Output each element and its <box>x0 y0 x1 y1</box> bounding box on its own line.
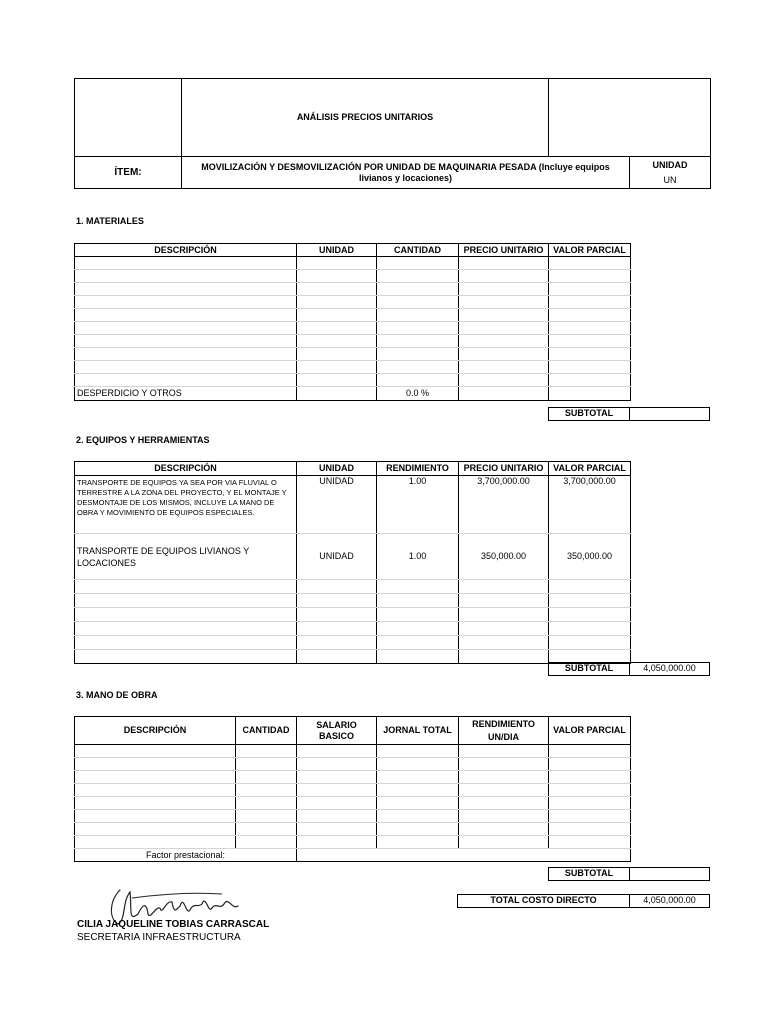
materiales-table <box>74 243 631 401</box>
equipo-descripcion: TRANSPORTE DE EQUIPOS YA SEA POR VIA FLUVIAL O TERRESTRE A LA ZONA DEL PROYECTO, Y EL MONTAJE Y DESMONTAJE DE LOS MISMOS, INCLUYE LA MANO DE OBRA Y MOVIMIENTO DE EQUIPOS ESPECIALES. <box>75 476 297 534</box>
table-row <box>75 636 631 650</box>
section-equipos-title: 2. EQUIPOS Y HERRAMIENTAS <box>76 435 210 445</box>
page-title: ANÁLISIS PRECIOS UNITARIOS <box>182 79 549 157</box>
table-row <box>75 309 631 322</box>
table-row <box>75 335 631 348</box>
signer-name: CILIA JAQUELINE TOBIAS CARRASCAL <box>77 919 270 930</box>
header-table <box>74 78 711 189</box>
col-descripcion: DESCRIPCIÓN <box>75 717 236 745</box>
col-rendimiento: RENDIMIENTO UN/DIA <box>459 717 549 745</box>
equipo-rendimiento: 1.00 <box>377 534 459 580</box>
table-row <box>75 580 631 594</box>
equipo-valor-parcial: 350,000.00 <box>549 534 631 580</box>
table-row <box>75 348 631 361</box>
table-row <box>75 810 631 823</box>
equipos-subtotal-value: 4,050,000.00 <box>629 662 710 676</box>
equipo-valor-parcial: 3,700,000.00 <box>549 476 631 534</box>
table-row <box>75 823 631 836</box>
table-row <box>75 476 631 534</box>
col-unidad: UNIDAD <box>297 462 377 476</box>
col-valor-parcial: VALOR PARCIAL <box>549 462 631 476</box>
equipo-precio-unitario: 350,000.00 <box>459 534 549 580</box>
waste-row <box>75 387 631 401</box>
item-label: ÍTEM: <box>75 157 182 189</box>
factor-label: Factor prestacional: <box>75 849 297 862</box>
table-row <box>75 534 631 580</box>
table-row <box>75 322 631 335</box>
col-unidad: UNIDAD <box>297 244 377 257</box>
table-row <box>75 771 631 784</box>
factor-row <box>75 849 631 862</box>
table-row <box>75 361 631 374</box>
materiales-subtotal-value <box>629 407 710 421</box>
signer-role: SECRETARIA INFRAESTRUCTURA <box>77 932 241 943</box>
waste-label: DESPERDICIO Y OTROS <box>75 387 297 401</box>
table-row <box>75 745 631 758</box>
col-cantidad: CANTIDAD <box>377 244 459 257</box>
equipo-descripcion: TRANSPORTE DE EQUIPOS LIVIANOS Y LOCACIONES <box>75 534 297 580</box>
mano-obra-subtotal-label: SUBTOTAL <box>548 867 630 881</box>
table-row <box>75 374 631 387</box>
table-row <box>75 296 631 309</box>
col-valor-parcial: VALOR PARCIAL <box>549 717 631 745</box>
table-row <box>75 836 631 849</box>
materiales-subtotal-label: SUBTOTAL <box>548 407 630 421</box>
col-salario-basico: SALARIO BASICO <box>297 717 377 745</box>
equipo-unidad: UNIDAD <box>297 534 377 580</box>
item-description: MOVILIZACIÓN Y DESMOVILIZACIÓN POR UNIDAD DE MAQUINARIA PESADA (Incluye equipos livianos y locaciones) <box>182 157 630 189</box>
equipo-precio-unitario: 3,700,000.00 <box>459 476 549 534</box>
total-value: 4,050,000.00 <box>629 894 710 908</box>
table-row <box>75 797 631 810</box>
total-label: TOTAL COSTO DIRECTO <box>457 894 630 908</box>
header-blank-cell <box>549 79 711 157</box>
col-cantidad: CANTIDAD <box>236 717 297 745</box>
table-row <box>75 784 631 797</box>
waste-percent: 0.0 % <box>377 387 459 401</box>
equipo-unidad: UNIDAD <box>297 476 377 534</box>
table-row <box>75 257 631 270</box>
col-jornal-total: JORNAL TOTAL <box>377 717 459 745</box>
col-descripcion: DESCRIPCIÓN <box>75 244 297 257</box>
mano-obra-subtotal-value <box>629 867 710 881</box>
unit-cell <box>630 157 711 189</box>
equipos-subtotal-label: SUBTOTAL <box>548 662 630 676</box>
logo-cell <box>75 79 182 157</box>
col-rendimiento: RENDIMIENTO <box>377 462 459 476</box>
equipos-table <box>74 461 631 664</box>
table-row <box>75 608 631 622</box>
table-row <box>75 758 631 771</box>
col-precio-unitario: PRECIO UNITARIO <box>459 244 549 257</box>
col-precio-unitario: PRECIO UNITARIO <box>459 462 549 476</box>
table-row <box>75 622 631 636</box>
table-row <box>75 594 631 608</box>
section-materiales-title: 1. MATERIALES <box>76 216 144 226</box>
unit-value: UN <box>663 174 677 185</box>
unit-label: UNIDAD <box>652 159 688 170</box>
table-row <box>75 283 631 296</box>
table-row <box>75 270 631 283</box>
equipo-rendimiento: 1.00 <box>377 476 459 534</box>
col-descripcion: DESCRIPCIÓN <box>75 462 297 476</box>
section-mano-obra-title: 3. MANO DE OBRA <box>76 690 158 700</box>
mano-obra-table <box>74 716 631 862</box>
col-valor-parcial: VALOR PARCIAL <box>549 244 631 257</box>
